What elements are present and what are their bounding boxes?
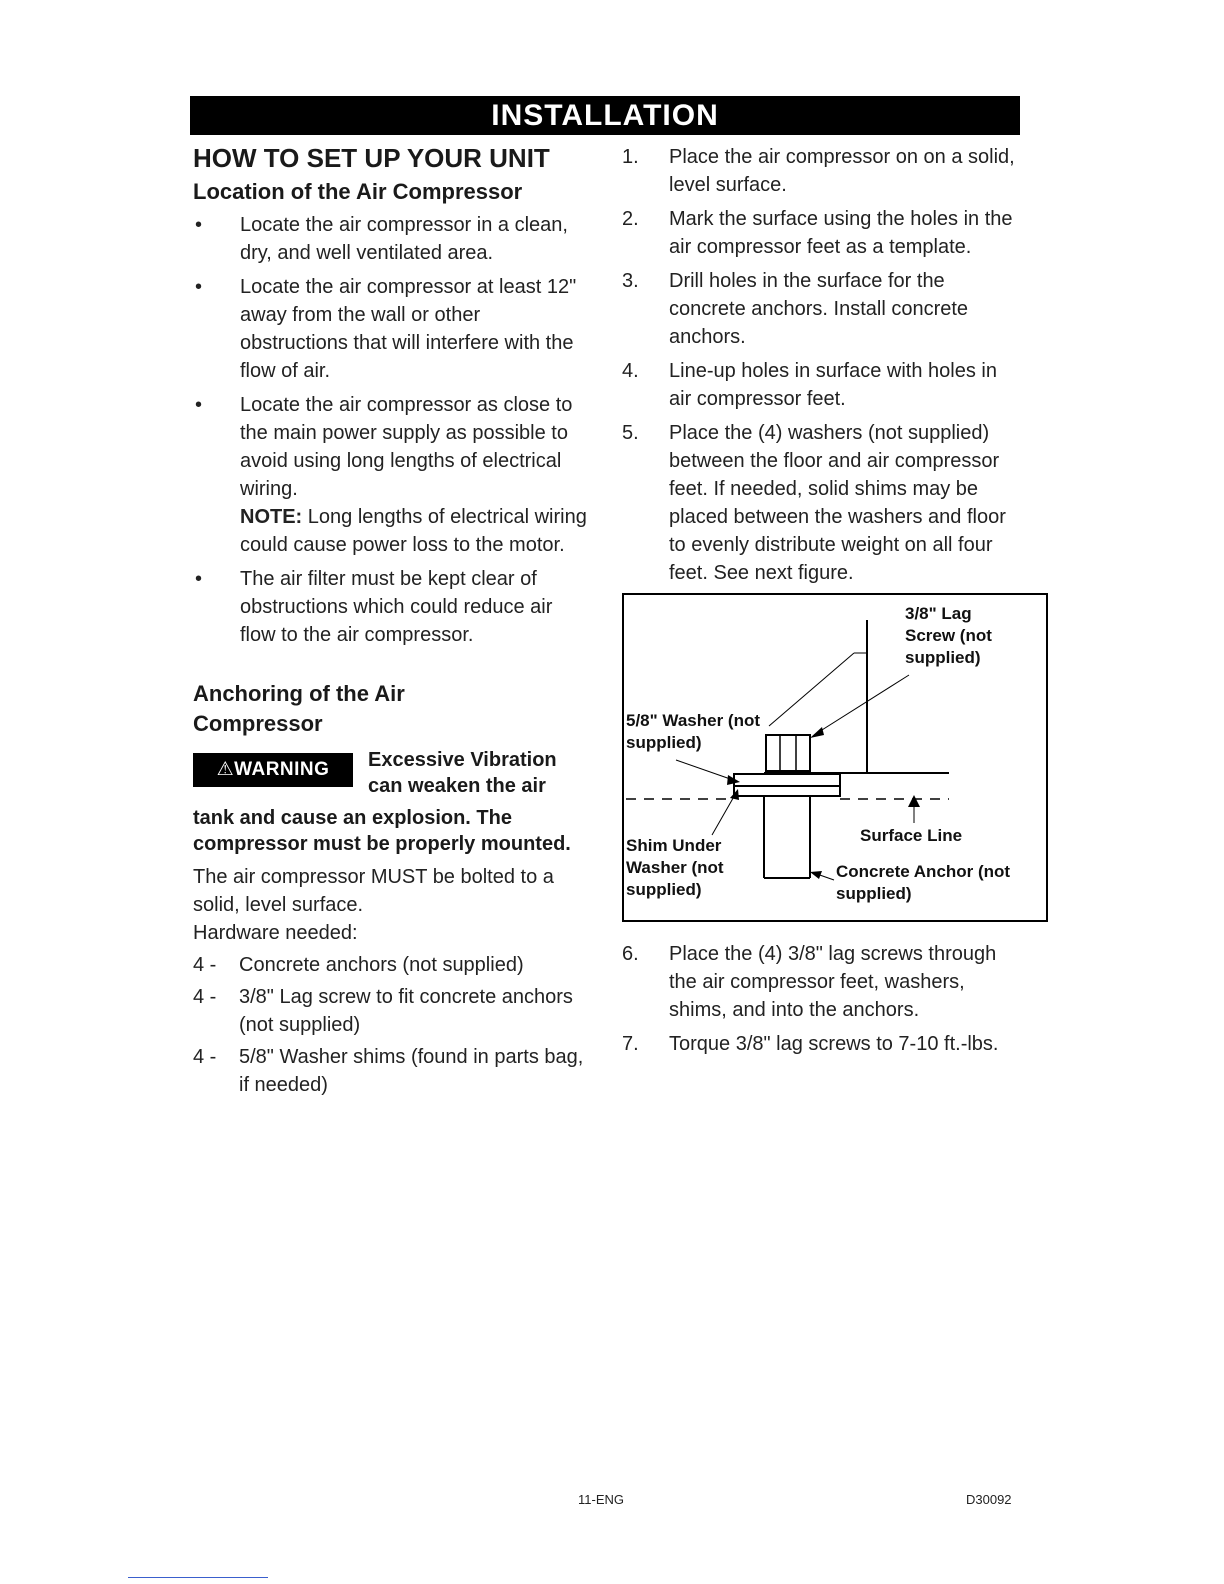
figure-label-surface: Surface Line <box>860 826 963 845</box>
figure-label-lag-screw: 3/8" Lag Screw (not supplied) <box>905 604 992 667</box>
left-column <box>193 143 593 1103</box>
hardware-list <box>193 951 593 1099</box>
list-item: • The air filter must be kept clear of obstructions which could reduce air flow to the air compressor. <box>193 565 593 649</box>
list-item: 4 - 3/8" Lag screw to fit concrete anchors (not supplied) <box>193 986 573 1036</box>
warning-heading: Excessive Vibration can weaken the air <box>368 749 557 797</box>
list-item: 2. Mark the surface using the holes in the air compressor feet as a template. <box>622 208 1013 258</box>
list-item: 3. Drill holes in the surface for the concrete anchors. Install concrete anchors. <box>622 270 969 348</box>
bullet-icon: • <box>195 276 203 298</box>
page-number: 11-ENG <box>578 1492 624 1507</box>
install-steps-continued <box>622 940 1022 1058</box>
install-steps <box>622 143 1022 587</box>
list-item: 7. Torque 3/8" lag screws to 7-10 ft.-lbs. <box>622 1033 999 1055</box>
bullet-icon: • <box>195 394 203 416</box>
warning-badge: ⚠WARNING <box>193 753 353 787</box>
bullet-icon: • <box>195 568 203 590</box>
figure-label-shim: Shim Under Washer (not supplied) <box>626 836 724 899</box>
location-bullets <box>193 211 593 649</box>
list-item: 5. Place the (4) washers (not supplied) between the floor and air compressor feet. If needed, solid shims may be placed between the washers and floor to evenly distribute weight on all four feet. See next figure. <box>622 422 1006 584</box>
list-item: • Locate the air compressor in a clean, dry, and well ventilated area. <box>193 211 593 267</box>
list-item: • Locate the air compressor as close to the main power supply as possible to avoid using long lengths of electrical wiring. NOTE: Long lengths of electrical wiring could cause power loss to the motor. <box>193 391 593 559</box>
footer-rule <box>128 1577 268 1578</box>
list-item: • Locate the air compressor at least 12" away from the wall or other obstructions that will interfere with the flow of air. <box>193 273 593 385</box>
page-heading: HOW TO SET UP YOUR UNIT <box>193 143 550 173</box>
list-item: 6. Place the (4) 3/8" lag screws through the air compressor feet, washers, shims, and into the anchors. <box>622 943 997 1021</box>
bullet-icon: • <box>195 214 203 236</box>
mounting-figure <box>622 593 1048 922</box>
figure-label-washer: 5/8" Washer (not supplied) <box>626 711 761 752</box>
list-item: 4. Line-up holes in surface with holes in air compressor feet. <box>622 360 997 410</box>
note-label: NOTE: <box>240 506 303 528</box>
list-item: 4 - 5/8" Washer shims (found in parts bag, if needed) <box>193 1046 584 1096</box>
list-item: 1. Place the air compressor on on a solid, level surface. <box>622 146 1015 196</box>
right-column <box>622 143 1022 1064</box>
document-code: D30092 <box>966 1492 1012 1507</box>
figure-label-anchor: Concrete Anchor (not supplied) <box>836 862 1011 903</box>
note-text: Long lengths of electrical wiring could cause power loss to the motor. <box>240 506 587 556</box>
anchoring-paragraph: The air compressor MUST be bolted to a solid, level surface. <box>193 866 554 916</box>
hardware-heading: Hardware needed: <box>193 922 358 944</box>
anchoring-heading: Anchoring of the Air Compressor <box>193 681 405 736</box>
list-item: 4 - Concrete anchors (not supplied) <box>193 954 524 976</box>
section-banner: INSTALLATION <box>190 96 1020 135</box>
warning-text: tank and cause an explosion. The compressor must be properly mounted. <box>193 807 571 855</box>
location-heading: Location of the Air Compressor <box>193 179 523 204</box>
warning-row <box>193 747 593 805</box>
